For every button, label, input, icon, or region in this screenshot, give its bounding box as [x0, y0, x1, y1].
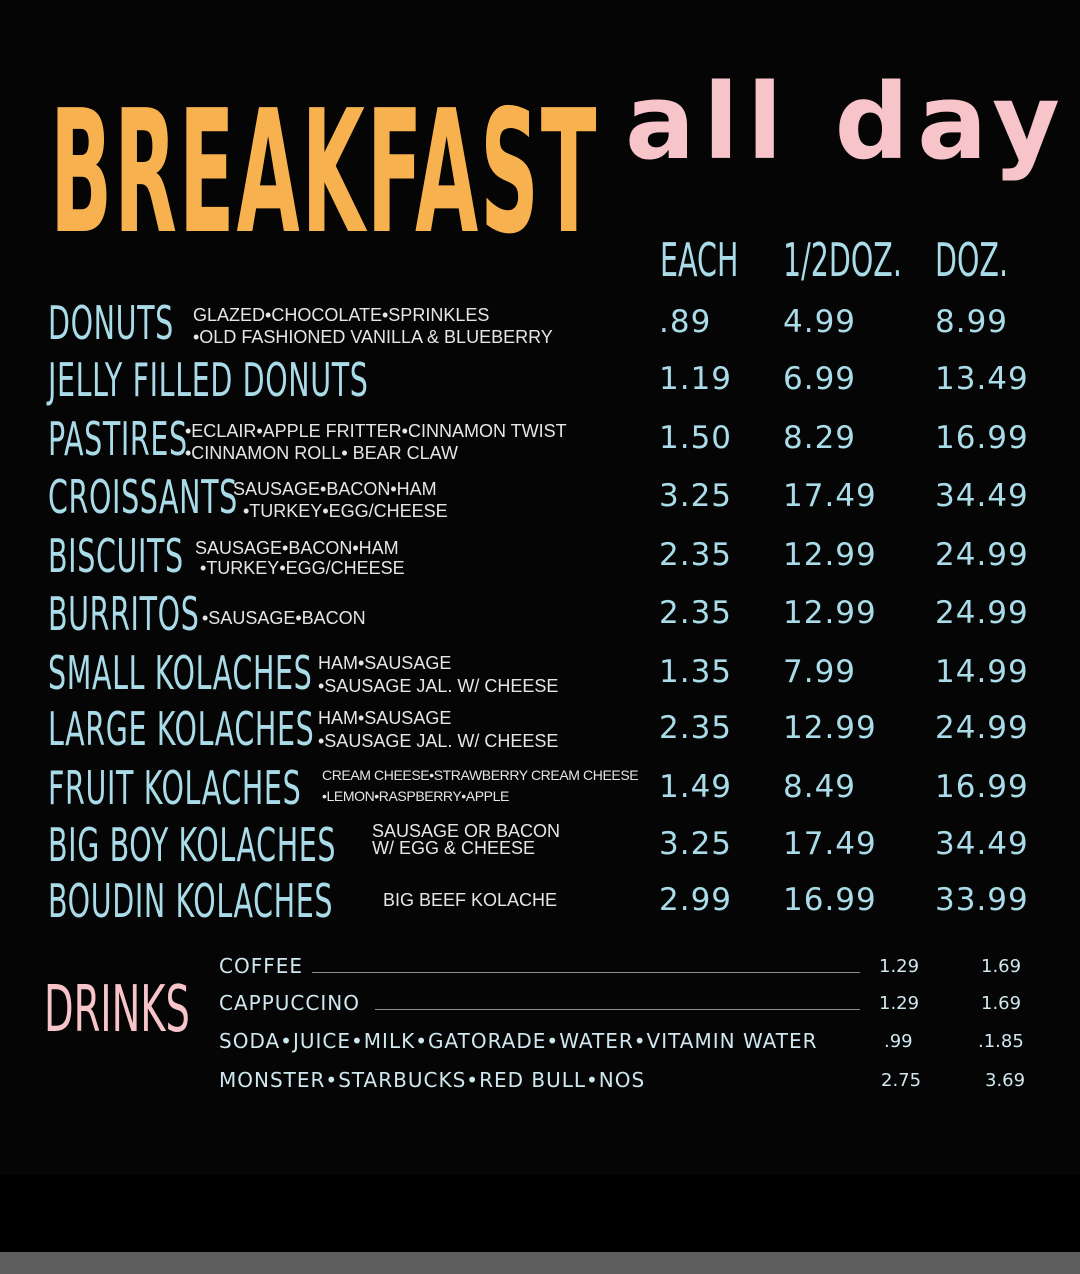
item-desc-line2: •TURKEY•EGG/CHEESE	[200, 558, 405, 578]
column-header-dozen: DOZ.	[935, 233, 1009, 287]
price-half-dozen: 7.99	[783, 654, 857, 690]
price-dozen: 24.99	[935, 710, 1029, 746]
menu-item-burritos	[0, 589, 1080, 645]
drink-price-1: 1.29	[879, 993, 920, 1014]
item-desc-line1: GLAZED•CHOCOLATE•SPRINKLES	[193, 305, 490, 325]
item-desc-line1: •SAUSAGE•BACON	[202, 608, 366, 628]
item-name: PASTIRES	[48, 412, 188, 466]
item-desc-line2: •LEMON•RASPBERRY•APPLE	[322, 788, 509, 804]
price-each: .89	[659, 304, 712, 340]
leader-line	[312, 972, 860, 973]
drinks-title: DRINKS	[44, 973, 190, 1047]
drink-name: MONSTER•STARBUCKS•RED BULL•NOS	[219, 1068, 646, 1092]
price-dozen: 13.49	[935, 361, 1029, 397]
price-dozen: 34.49	[935, 478, 1029, 514]
drink-price-2: .1.85	[978, 1031, 1024, 1052]
menu-item-biscuits	[0, 531, 1080, 587]
drink-price-1: 2.75	[881, 1070, 922, 1091]
item-desc-line2: •OLD FASHIONED VANILLA & BLUEBERRY	[193, 327, 553, 347]
drink-name: CAPPUCCINO	[219, 991, 360, 1015]
item-name: LARGE KOLACHES	[48, 702, 315, 756]
column-header-each: EACH	[660, 233, 739, 287]
drink-item-energy	[0, 1066, 1080, 1096]
item-desc-line1: HAM•SAUSAGE	[318, 708, 452, 728]
bottom-band	[0, 1175, 1080, 1252]
title-breakfast: BREAKFAST	[50, 74, 599, 272]
menu-item-big-boy-kolaches	[0, 820, 1080, 876]
menu-item-boudin-kolaches	[0, 876, 1080, 932]
item-desc-line1: HAM•SAUSAGE	[318, 653, 452, 673]
menu-item-donuts	[0, 298, 1080, 354]
item-desc-line2: •SAUSAGE JAL. W/ CHEESE	[318, 676, 559, 696]
price-each: 1.50	[659, 420, 733, 456]
price-each: 1.19	[659, 361, 733, 397]
drink-item-coffee	[0, 952, 1080, 982]
item-name: BURRITOS	[48, 587, 200, 641]
menu-item-jelly-filled-donuts	[0, 355, 1080, 411]
menu-item-pastires	[0, 414, 1080, 470]
leader-line	[375, 1009, 860, 1010]
item-desc-line1: BIG BEEF KOLACHE	[383, 890, 558, 910]
item-desc-line1: SAUSAGE•BACON•HAM	[233, 479, 437, 499]
price-each: 2.35	[659, 537, 733, 573]
price-half-dozen: 17.49	[783, 478, 877, 514]
menu-item-fruit-kolaches	[0, 763, 1080, 819]
menu-item-croissants	[0, 472, 1080, 528]
price-each: 2.99	[659, 882, 733, 918]
drink-item-soda-juice	[0, 1027, 1080, 1057]
item-name: CROISSANTS	[48, 470, 238, 524]
price-each: 2.35	[659, 595, 733, 631]
drink-name: COFFEE	[219, 954, 303, 978]
price-dozen: 16.99	[935, 420, 1029, 456]
item-name: BOUDIN KOLACHES	[48, 874, 334, 928]
price-dozen: 33.99	[935, 882, 1029, 918]
price-half-dozen: 12.99	[783, 537, 877, 573]
price-half-dozen: 17.49	[783, 826, 877, 862]
price-dozen: 34.49	[935, 826, 1029, 862]
price-half-dozen: 12.99	[783, 595, 877, 631]
price-dozen: 24.99	[935, 595, 1029, 631]
drink-price-1: 1.29	[879, 956, 920, 977]
drink-price-1: .99	[884, 1031, 913, 1052]
drink-item-cappuccino	[0, 989, 1080, 1019]
drink-price-2: 1.69	[981, 956, 1022, 977]
title-all-day: all day	[625, 61, 1068, 183]
item-name: BISCUITS	[48, 529, 184, 583]
price-half-dozen: 8.29	[783, 420, 857, 456]
drink-price-2: 3.69	[985, 1070, 1026, 1091]
column-header-half-dozen: 1/2DOZ.	[783, 233, 902, 287]
price-dozen: 14.99	[935, 654, 1029, 690]
price-half-dozen: 6.99	[783, 361, 857, 397]
item-desc-line1: •ECLAIR•APPLE FRITTER•CINNAMON TWIST	[185, 421, 567, 441]
price-half-dozen: 16.99	[783, 882, 877, 918]
item-desc-line1: SAUSAGE•BACON•HAM	[195, 538, 399, 558]
item-name: SMALL KOLACHES	[48, 646, 313, 700]
price-half-dozen: 12.99	[783, 710, 877, 746]
item-name: BIG BOY KOLACHES	[48, 818, 337, 872]
price-half-dozen: 8.49	[783, 769, 857, 805]
price-each: 3.25	[659, 826, 733, 862]
item-desc-line2: •CINNAMON ROLL• BEAR CLAW	[185, 443, 458, 463]
price-dozen: 8.99	[935, 304, 1009, 340]
item-name: DONUTS	[48, 296, 174, 350]
item-name: JELLY FILLED DONUTS	[48, 353, 369, 407]
price-each: 1.49	[659, 769, 733, 805]
item-desc-line1: SAUSAGE OR BACON	[372, 821, 561, 841]
item-name: FRUIT KOLACHES	[48, 761, 302, 815]
drink-name: SODA•JUICE•MILK•GATORADE•WATER•VITAMIN WATER	[219, 1029, 818, 1053]
menu-item-small-kolaches	[0, 648, 1080, 704]
price-each: 2.35	[659, 710, 733, 746]
item-desc-line2: •TURKEY•EGG/CHEESE	[243, 501, 448, 521]
price-each: 3.25	[659, 478, 733, 514]
price-dozen: 16.99	[935, 769, 1029, 805]
bottom-bar	[0, 1252, 1080, 1274]
item-desc-line2: W/ EGG & CHEESE	[372, 838, 536, 858]
item-desc-line2: •SAUSAGE JAL. W/ CHEESE	[318, 731, 559, 751]
menu-item-large-kolaches	[0, 704, 1080, 760]
price-dozen: 24.99	[935, 537, 1029, 573]
drink-price-2: 1.69	[981, 993, 1022, 1014]
price-each: 1.35	[659, 654, 733, 690]
item-desc-line1: CREAM CHEESE•STRAWBERRY CREAM CHEESE	[322, 767, 639, 783]
price-half-dozen: 4.99	[783, 304, 857, 340]
